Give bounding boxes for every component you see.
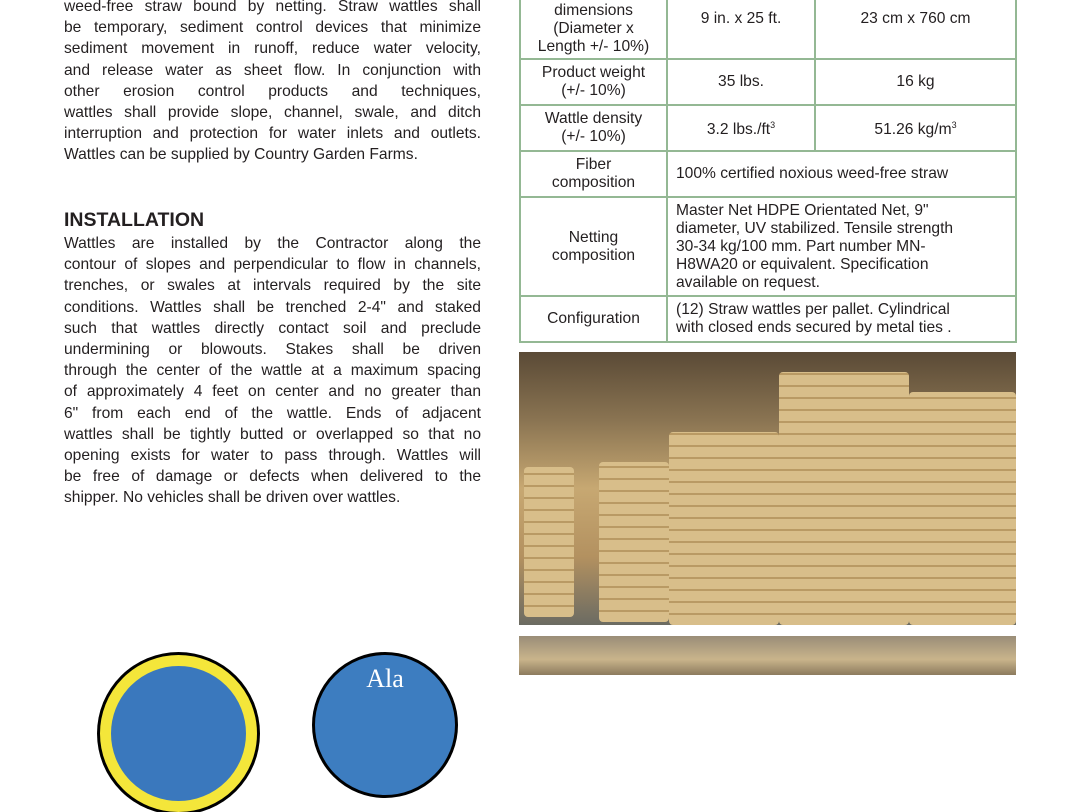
- wattle-stack: [669, 432, 779, 625]
- warehouse-straw-wattles-photo: [519, 352, 1016, 625]
- certification-seal-blue-logo: Ala: [312, 652, 458, 798]
- wattle-stack: [909, 392, 1016, 625]
- wattle-stack: [524, 467, 574, 617]
- wattle-stack: [779, 372, 909, 625]
- installation-heading: INSTALLATION: [64, 209, 205, 231]
- spec-table: [519, 0, 1017, 343]
- table-row-density: Wattle density (+/- 10%) 3.2 $lbs./ft^3$ 51.26 $kg/m^3$: [520, 105, 1016, 151]
- certification-seal-yellow-logo: [100, 655, 257, 812]
- table-row-netting: Netting composition Master Net HDPE Orientated Net, 9" diameter, UV stabilized. Tensile strength 30-34 kg/100 mm. Part number MN- H8WA20 or equivalent. Specification available on request.: [520, 197, 1016, 296]
- table-row-fiber: Fiber composition 100% certified noxious weed-free straw: [520, 151, 1016, 197]
- installation-paragraph: Wattles are installed by the Contractor along the contour of slopes and perpendicular to flow in channels, trenches, or swales at intervals required by the site conditions. Wattles shall be trenched 2-4" and staked such that wattles directly contact soil and preclude undermining or blowouts. Stakes shall be driven through the center of the wattle at a maximum spacing of approximately 4 feet on center and no greater than 6" from each end of the wattle. Ends of adjacent wattles shall be tightly butted or overlapped so that no opening exists for water to pass through. Wattles will be free of damage or defects when delivered to the shipper. No vehicles shall be driven over wattles.: [64, 235, 481, 507]
- table-row-configuration: Configuration (12) Straw wattles per pallet. Cylindrical with closed ends secured by metal ties .: [520, 296, 1016, 342]
- description-paragraph: weed-free straw bound by netting. Straw wattles shall be temporary, sediment control devices that minimize sediment movement in runoff, reduce water velocity, and release water as sheet flow. In conjunction with other erosion control products and techniques, wattles shall provide slope, channel, swale, and ditch interruption and protection for water inlets and outlets. Wattles can be supplied by Country Garden Farms.: [64, 0, 481, 164]
- wattle-stack: [599, 462, 669, 622]
- table-row-weight: Product weight (+/- 10%) 35 lbs. 16 kg: [520, 59, 1016, 105]
- table-row-dimensions: dimensions (Diameter x Length +/- 10%) 9 in. x 25 ft. 23 cm x 760 cm: [520, 0, 1016, 59]
- straw-wattles-photo: [519, 636, 1016, 675]
